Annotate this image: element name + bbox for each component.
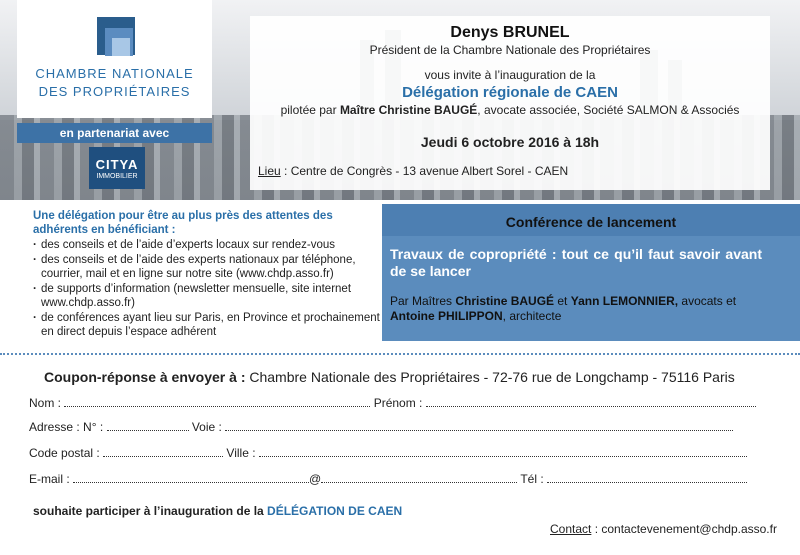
host-title: Président de la Chambre Nationale des Propriétaires [369, 43, 651, 57]
benefits-list [33, 238, 383, 340]
logo-line-2: DES PROPRIÉTAIRES [38, 84, 191, 99]
location-label: Lieu [258, 164, 281, 178]
conference-title: Conférence de lancement [505, 214, 677, 230]
event-date: Jeudi 6 octobre 2016 à 18h [420, 134, 600, 150]
list-item: · des conseils et de l’aide d’experts locaux sur rendez-vous [33, 238, 383, 252]
at-sign: @ [309, 472, 322, 486]
numero-field[interactable] [107, 421, 189, 431]
list-item: · de conférences ayant lieu sur Paris, en Province et prochainement en direct depuis l’espace adhérent [33, 311, 383, 339]
contact-label: Contact [550, 522, 592, 536]
nom-label: Nom : [29, 396, 62, 410]
host-name: Denys BRUNEL [450, 24, 570, 41]
citya-logo [89, 147, 145, 189]
conference-speakers [390, 294, 762, 324]
form-row-address [29, 420, 733, 434]
contact-email[interactable]: : contactevenement@chdp.asso.fr [591, 522, 777, 536]
coupon-address: Chambre Nationale des Propriétaires - 72-76 rue de Longchamp - 75116 Paris [249, 369, 735, 385]
location-value: : Centre de Congrès - 13 avenue Albert Sorel - CAEN [280, 164, 569, 178]
pilot-text [250, 103, 770, 117]
email-domain-field[interactable] [321, 473, 517, 483]
wish-highlight: DÉLÉGATION DE CAEN [267, 504, 403, 518]
invite-text: vous invite à l’inauguration de la [424, 68, 596, 82]
logo-square-icon [112, 38, 130, 56]
benefits-title: Une délégation pour être au plus près des attentes des adhérents en bénéficiant : [33, 210, 333, 236]
postal-code-field[interactable] [103, 447, 223, 457]
partner-label: en partenariat avec [17, 123, 212, 143]
speakers-prefix: Par Maîtres [390, 294, 456, 308]
form-row-city [29, 446, 747, 460]
speakers-mid: avocats et [678, 294, 737, 308]
coupon-header [44, 369, 735, 385]
email-label: E-mail : [29, 472, 70, 486]
adresse-label: Adresse : N° : [29, 420, 104, 434]
pilot-suffix: , avocate associée, Société SALMON & Associés [477, 103, 740, 117]
delegation-title: Délégation régionale de CAEN [402, 84, 618, 101]
contact-line [550, 522, 777, 536]
tel-label: Tél : [520, 472, 544, 486]
email-field[interactable] [73, 473, 309, 483]
ville-field[interactable] [259, 447, 747, 457]
list-item: · des conseils et de l’aide des experts nationaux par téléphone, courrier, mail et en ligne sur notre site (www.chdp.asso.fr) [33, 253, 383, 281]
cut-line-divider [0, 353, 800, 355]
tel-field[interactable] [547, 473, 747, 483]
speaker-1: Christine BAUGÉ [455, 294, 555, 308]
wish-prefix: souhaite participer à l’inauguration de la [33, 504, 268, 518]
participation-statement [33, 504, 402, 518]
speakers-suffix: , architecte [502, 309, 562, 323]
prenom-label: Prénom : [373, 396, 423, 410]
citya-name: CITYA [95, 157, 139, 172]
voie-field[interactable] [225, 421, 733, 431]
cp-label: Code postal : [29, 446, 100, 460]
coupon-label: Coupon-réponse à envoyer à : [44, 369, 250, 385]
speaker-3: Antoine PHILIPPON [390, 309, 503, 323]
citya-sub: IMMOBILIER [96, 173, 138, 180]
conference-subtitle: Travaux de copropriété : tout ce qu’il faut savoir avant de se lancer [390, 246, 762, 279]
pilot-prefix: pilotée par [280, 103, 340, 117]
form-row-contact [29, 472, 747, 486]
list-item: · de supports d’information (newsletter mensuelle, site internet www.chdp.asso.fr) [33, 282, 383, 310]
speakers-and: et [554, 294, 571, 308]
pilot-name: Maître Christine BAUGÉ [339, 103, 478, 117]
logo-line-1: CHAMBRE NATIONALE [35, 66, 194, 81]
form-row-name [29, 396, 756, 410]
speaker-2: Yann LEMONNIER, [570, 294, 679, 308]
nom-field[interactable] [64, 397, 370, 407]
ville-label: Ville : [226, 446, 256, 460]
prenom-field[interactable] [426, 397, 756, 407]
voie-label: Voie : [191, 420, 222, 434]
event-location [258, 164, 568, 178]
